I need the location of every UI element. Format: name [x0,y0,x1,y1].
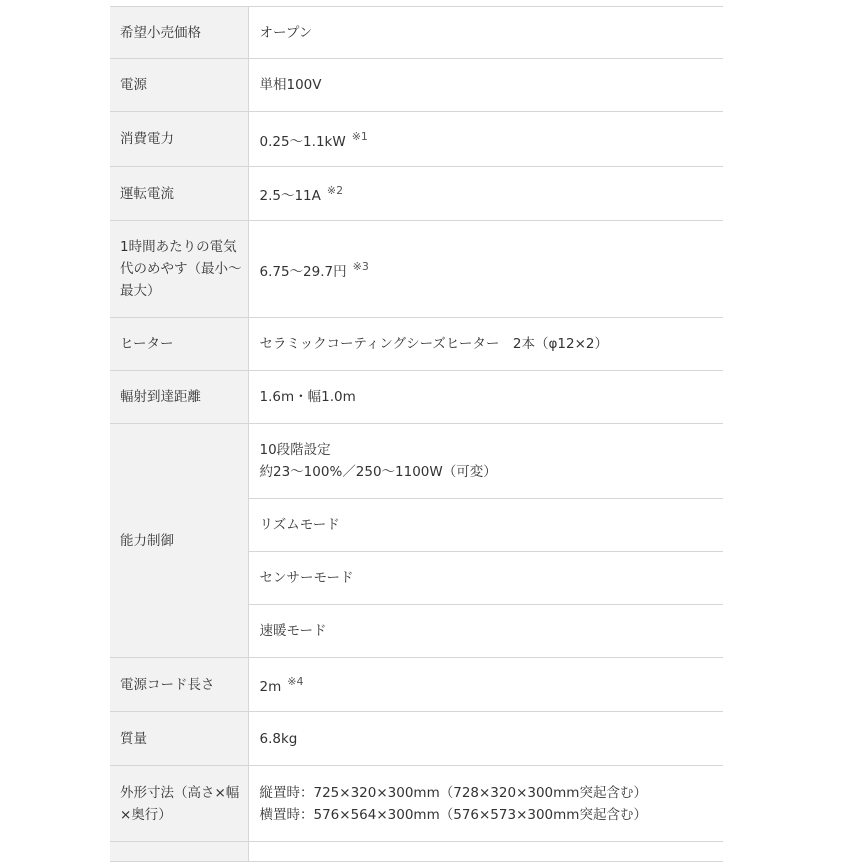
row-label-power-source: 電源 [110,59,248,112]
row-value-current [248,167,723,221]
footnote-mark: ※2 [326,184,344,197]
value-text: 2m [259,679,282,695]
row-value-power-consumption [248,112,723,167]
row-label-price: 希望小売価格 [110,7,248,59]
value-text: 2.5～11A [259,188,321,204]
footnote-mark: ※3 [352,259,369,273]
value-line: 横置時：576×564×300mm（576×573×300mm突起含む） [259,806,647,823]
row-value-capacity-control-2 [248,499,723,552]
value-text: リズムモード [259,517,340,533]
value-line: 約23～100%／250～1100W（可変） [259,464,497,480]
row-label-heater: ヒーター [110,318,248,371]
row-value-cord-length [248,658,723,712]
table-row [110,371,723,424]
row-label-power-consumption: 消費電力 [110,112,248,167]
row-value-capacity-control-3 [248,552,723,605]
row-value-weight [248,712,723,766]
value-line: 縦置時：725×320×300mm（728×320×300mm突起含む） [259,784,647,801]
value-text: 1.6m・幅1.0m [259,389,356,405]
footnote-mark: ※1 [351,129,368,143]
row-label-capacity-control: 能力制御 [110,424,248,658]
value-text: 0.25～1.1kW [259,133,346,150]
table-row [110,7,723,59]
row-label-electricity-cost: 1時間あたりの電気代のめやす（最小～最大） [110,221,248,318]
value-text: 6.75～29.7円 [259,263,347,280]
table-row [110,424,723,499]
table-row [110,766,723,842]
row-value-power-source [248,59,723,112]
value-text: 6.8kg [259,730,298,747]
row-value-electricity-cost [248,221,723,318]
row-value-dimensions [248,766,723,842]
row-label-current: 運転電流 [110,167,248,221]
row-label-radiation-distance: 輻射到達距離 [110,371,248,424]
value-line: 10段階設定 [259,442,331,458]
table-row [110,842,723,862]
row-value-price [248,7,723,59]
row-label-dimensions: 外形寸法（高さ×幅×奥行） [110,766,248,842]
table-row [110,221,723,318]
value-text: センサーモード [259,570,354,586]
row-value-next [248,842,723,862]
table-row [110,712,723,766]
row-value-heater [248,318,723,371]
row-label-cord-length: 電源コード長さ [110,658,248,712]
row-label-next [110,842,248,862]
row-value-capacity-control-1 [248,424,723,499]
table-row [110,658,723,712]
value-text: 速暖モード [259,623,327,639]
value-text: 単相100V [259,77,322,93]
footnote-mark: ※4 [287,675,304,688]
row-value-radiation-distance [248,371,723,424]
table-row [110,112,723,167]
value-text: オープン [259,24,313,41]
table-row [110,167,723,221]
table-row [110,318,723,371]
table-row [110,59,723,112]
value-text: セラミックコーティングシーズヒーター 2本（φ12×2） [259,336,608,352]
spec-table [110,6,723,862]
row-value-capacity-control-4 [248,605,723,658]
row-label-weight: 質量 [110,712,248,766]
